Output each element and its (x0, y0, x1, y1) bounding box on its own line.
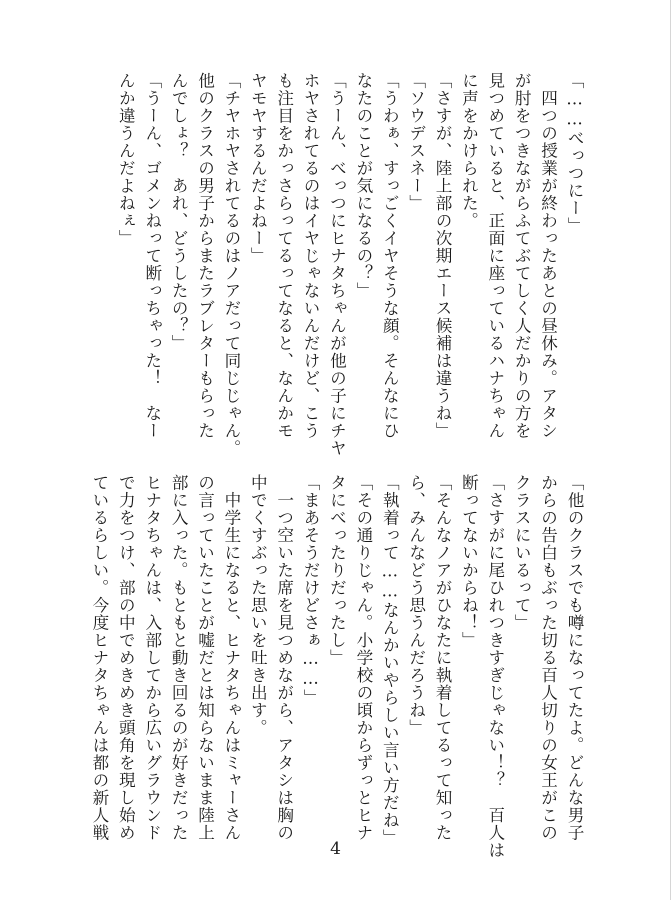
text-column: 四つの授業が終わったあとの昼休み。アタシ (538, 72, 558, 440)
text-column: なたのことが気になるの？」 (353, 72, 373, 300)
text-column: ているらしい。今度ヒナタちゃんは都の新人戦 (89, 474, 109, 842)
lower-text-block (81, 474, 584, 859)
text-column: クラスにいるって」 (512, 474, 532, 632)
text-column: 「執着って……なんかいやらしい言い方だね」 (380, 474, 400, 847)
text-column: 「そんなノアがひなたに執着してるって知った (433, 474, 453, 842)
page-number: 4 (330, 839, 341, 859)
text-column: ヤモヤするんだよねー」 (248, 72, 268, 265)
text-column: 「他のクラスでも噂になってたよ。どんな男子 (565, 474, 584, 842)
text-column: 断ってないからね！」 (459, 474, 479, 649)
text-column: 部に入った。もともと動き回るのが好きだった (169, 474, 189, 842)
text-column: 「まあそうだけどさぁ……」 (301, 474, 321, 707)
text-column: 「さすがに尾ひれつきすぎじゃない！？ 百人は (485, 474, 505, 859)
text-column: に声をかけられた。 (459, 72, 479, 230)
text-column: 一つ空いた席を見つめながら、アタシは胸の (274, 474, 294, 842)
text-column: 「うわぁ、すっごくイヤそうな顔。そんなにひ (380, 72, 400, 440)
text-column: 中でくすぶった思いを吐き出す。 (248, 474, 268, 737)
text-column: で力をつけ、部の中でめきめき頭角を現し始め (116, 474, 136, 842)
text-column: 「……べっつにー」 (565, 72, 584, 235)
text-column: 「うーん、べっつにヒナタちゃんが他の子にチヤ (327, 72, 347, 457)
text-column: んでしょ？ あれ、どうしたの？」 (169, 72, 189, 352)
upper-text-block (107, 72, 584, 457)
text-column: ヒナタちゃんは、入部してから広いグラウンド (142, 474, 162, 842)
text-column: が肘をつきながらふてぶてしく人だかりの方を (512, 72, 532, 440)
text-column: の言っていたことが嘘だとは知らないまま陸上 (195, 474, 215, 842)
text-column: 「うーん、ゴメンねって断っちゃった！ なー (142, 72, 162, 440)
text-column: ら、みんなどう思うんだろうね」 (406, 474, 426, 737)
text-column: 「その通りじゃん。小学校の頃からずっとヒナ (353, 474, 373, 842)
text-column: 「さすが、陸上部の次期エース候補は違うね」 (433, 72, 453, 440)
text-column: タにべったりだったし」 (327, 474, 347, 667)
text-column: 中学生になると、ヒナタちゃんはミャーさん (221, 474, 241, 842)
text-column: ホヤされてるのはイヤじゃないんだけど、こう (301, 72, 321, 440)
text-column: からの告白もぶった切る百人切りの女王がこの (538, 474, 558, 842)
text-column: 「チヤホヤされてるのはノアだって同じじゃん。 (221, 72, 241, 457)
text-column: んか違うんだよねぇ」 (116, 72, 136, 247)
text-column: も注目をかっさらってるってなると、なんかモ (274, 72, 294, 440)
text-column: 他のクラスの男子からまたラブレターもらった (195, 72, 215, 440)
text-column: 見つめていると、正面に座っているハナちゃん (485, 72, 505, 440)
text-column: 「ソウデスネー」 (406, 72, 426, 212)
